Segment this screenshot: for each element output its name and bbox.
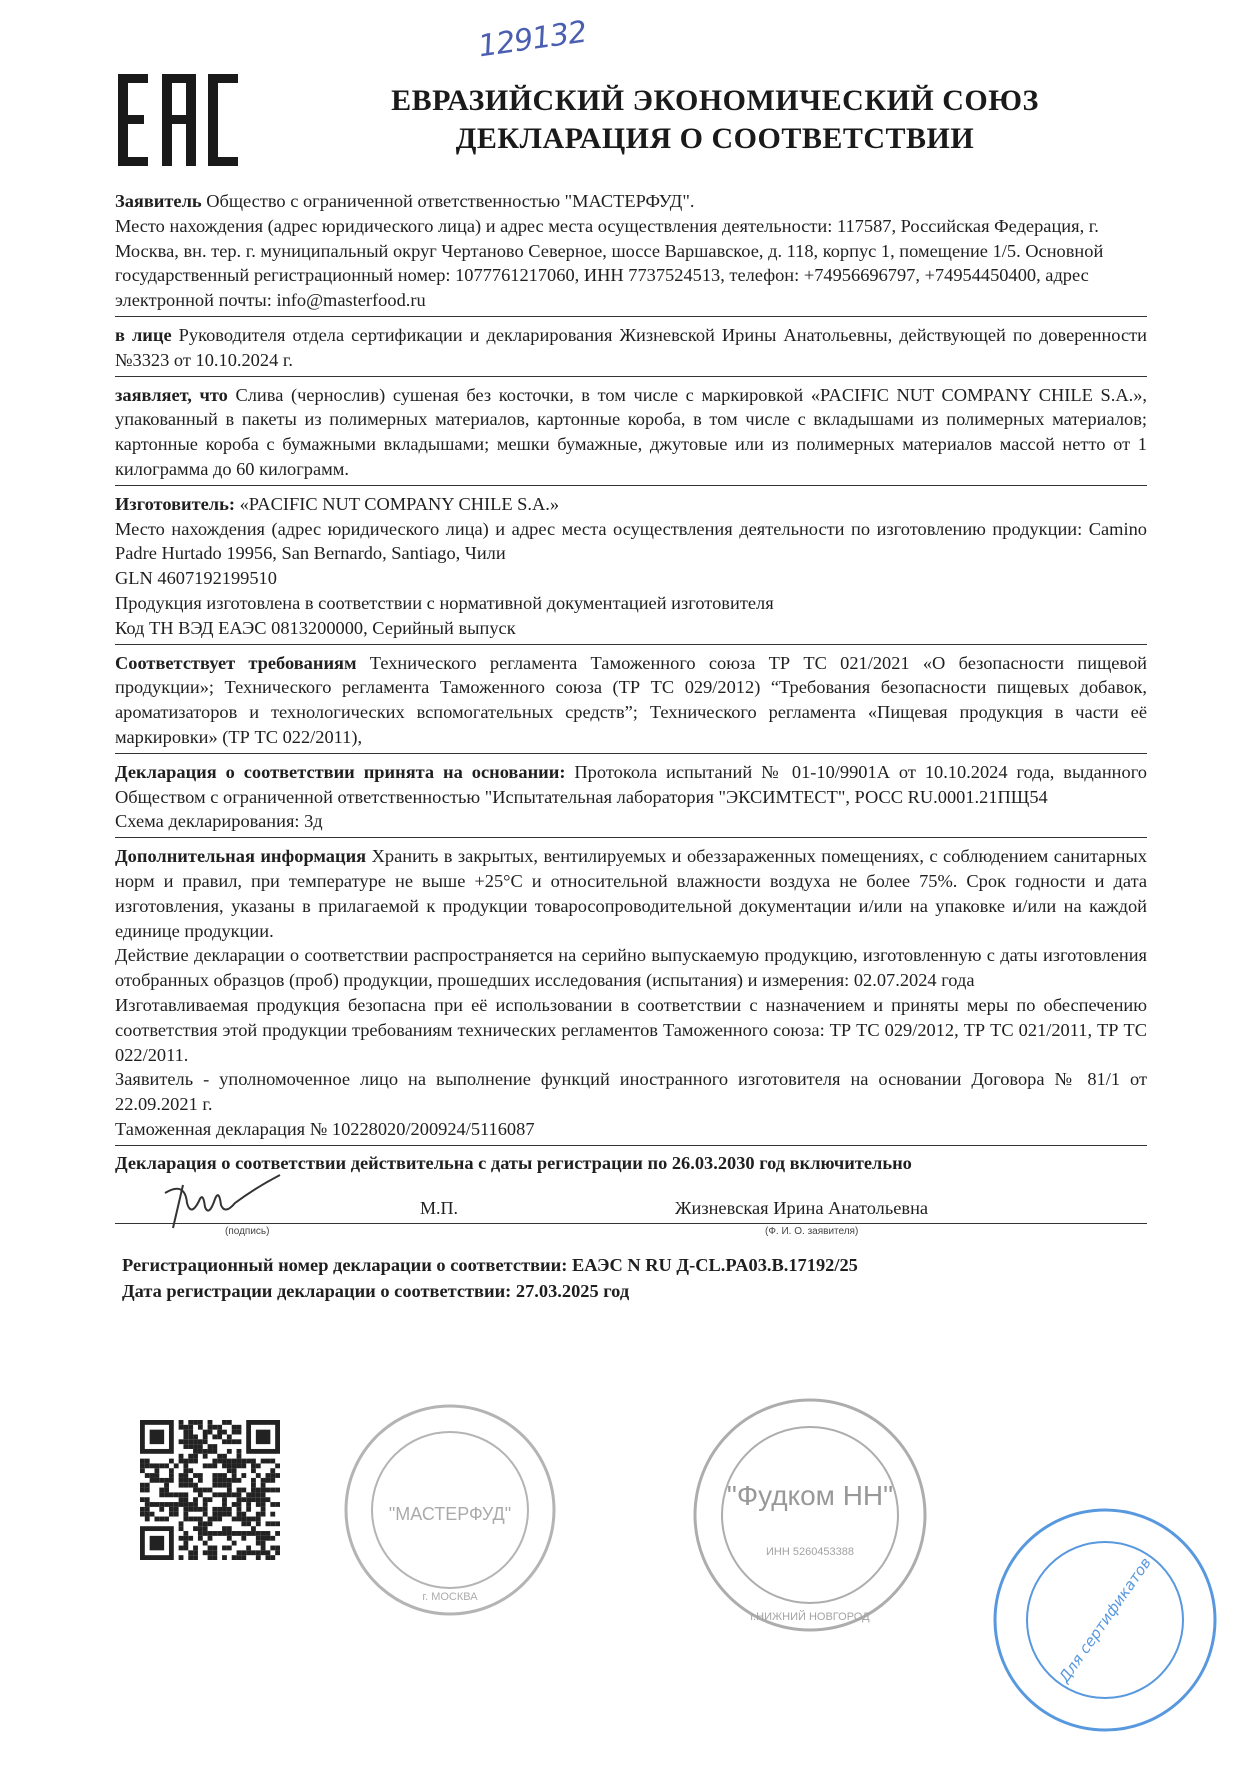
masterfood-stamp-text: "МАСТЕРФУД" bbox=[388, 1504, 512, 1524]
signatory-name: Жизневская Ирина Анатольевна bbox=[675, 1198, 929, 1219]
handwritten-number: 129132 bbox=[476, 14, 589, 65]
declaration-body bbox=[115, 188, 1147, 1304]
manufacturer-name: «PACIFIC NUT COMPANY CHILE S.A.» bbox=[234, 493, 560, 514]
registration-block bbox=[122, 1252, 1147, 1304]
conforms-label: Соответствует требованиям bbox=[115, 652, 357, 673]
masterfood-stamp bbox=[340, 1400, 560, 1620]
caption-row bbox=[115, 1224, 1147, 1240]
applicant-section bbox=[115, 188, 1147, 317]
customs-declaration: Таможенная декларация № 10228020/200924/5116087 bbox=[115, 1118, 535, 1139]
applicant-name: Общество с ограниченной ответственностью "МАСТЕРФУД". bbox=[201, 191, 695, 211]
declaration-scheme: Схема декларирования: 3д bbox=[115, 811, 323, 832]
fudkom-stamp bbox=[690, 1395, 930, 1635]
representative-label: в лице bbox=[115, 324, 172, 345]
storage-text: Хранить в закрытых, вентилируемых и обеззараженных помещениях, с соблюдением санитарных норм и правил, при температуре не выше +25°С и относительной влажности воздуха не более 75%. Срок годности и дата изготовления, указаны в прилагаемой к продукции товаросопроводительной документации и/или на упаковке и/или на каждой единице продукции. bbox=[115, 846, 1147, 941]
eac-logo bbox=[118, 74, 238, 166]
regulations-text: Технического регламента Таможенного союза ТР ТС 021/2021 «О безопасности пищевой продукции»; Технического регламента Таможенного союза (ТР ТС 029/2012) “Требования безопасности пищевых добавок, ароматизаторов и технологических вспомогательных средств”; Технического регламента «Пищевая продукция в части её маркировки» (ТР ТС 022/2011), bbox=[115, 652, 1147, 747]
manufacturer-address: Место нахождения (адрес юридического лица) и адрес места осуществления деятельности по изготовлению продукции: Camino Padre Hurtado 19956, San Bernardo, Santiago, Чили bbox=[115, 518, 1147, 564]
fudkom-stamp-text: "Фудком НН" bbox=[726, 1480, 894, 1511]
basis-text: Протокола испытаний № 01-10/9901А от 10.10.2024 года, выданного Обществом с ограниченной ответственностью "Испытательная лаборатория "ЭКСИМТЕСТ", РОСС RU.0001.21ПЩ54 bbox=[115, 761, 1148, 807]
additional-section bbox=[115, 843, 1147, 1146]
validity-text: Декларация о соответствии действительна с даты регистрации по 26.03.2030 год включительно bbox=[115, 1152, 912, 1173]
qr-code[interactable] bbox=[140, 1420, 280, 1560]
fudkom-stamp-city: г.НИЖНИЙ НОВГОРОД bbox=[750, 1611, 870, 1623]
gln: GLN 4607192199510 bbox=[115, 568, 277, 589]
document-title: ДЕКЛАРАЦИЯ О СООТВЕТСТВИИ bbox=[455, 122, 975, 155]
stamp-place-label: М.П. bbox=[420, 1198, 459, 1219]
representative-section bbox=[115, 322, 1147, 377]
signature-caption: (подпись) bbox=[225, 1226, 270, 1238]
conforms-section bbox=[115, 650, 1147, 754]
blue-stamp-text: Для сертификатов bbox=[1055, 1554, 1155, 1686]
representative-text: Руководителя отдела сертификации и декларирования Жизневской Ирины Анатольевны, действующей по доверенности №3323 от 10.10.2024 г. bbox=[115, 324, 1147, 370]
basis-section bbox=[115, 759, 1147, 838]
manufacturer-section bbox=[115, 491, 1147, 645]
authorized-text: Заявитель - уполномоченное лицо на выполнение функций иностранного изготовителя на основании Договора № 81/1 от 22.09.2021 г. bbox=[115, 1069, 1147, 1115]
applicant-label: Заявитель bbox=[115, 191, 202, 211]
declares-label: заявляет, что bbox=[115, 384, 228, 405]
additional-label: Дополнительная информация bbox=[115, 846, 367, 867]
declares-section bbox=[115, 382, 1147, 486]
applicant-address: Место нахождения (адрес юридического лица) и адрес места осуществления деятельности: 117587, Российская Федерация, г. Москва, вн. тер. г. муниципальный округ Чертаново Северное, шоссе Варшавское, д. 118, корпус 1, помещение 1/5. Основной государственный регистрационный номер: 1077761217060, ИНН 7737524513, телефон: +74956696797, +74954450400, адрес электронной почты: info@masterfood.ru bbox=[115, 215, 1104, 311]
fudkom-stamp-inn: ИНН 5260453388 bbox=[765, 1546, 855, 1558]
hs-code: Код ТН ВЭД ЕАЭС 0813200000, Серийный выпуск bbox=[115, 617, 516, 638]
safety-text: Изготавливаемая продукция безопасна при её использовании в соответствии с назначением и приняты меры по обеспечению соответствия этой продукции требованиям технических регламентов Таможенного союза: ТР ТС 029/2012, ТР ТС 021/2011, ТР ТС 022/2011. bbox=[115, 994, 1147, 1065]
registration-number: Регистрационный номер декларации о соответствии: ЕАЭС N RU Д-CL.PA03.B.17192/25 bbox=[122, 1255, 858, 1276]
basis-label: Декларация о соответствии принята на основании: bbox=[115, 761, 566, 782]
registration-date: Дата регистрации декларации о соответствии: 27.03.2025 год bbox=[122, 1281, 630, 1302]
manufacturer-label: Изготовитель: bbox=[115, 493, 235, 514]
production-docs: Продукция изготовлена в соответствии с нормативной документацией изготовителя bbox=[115, 592, 774, 613]
union-title: ЕВРАЗИЙСКИЙ ЭКОНОМИЧЕСКИЙ СОЮЗ bbox=[391, 84, 1039, 117]
product-description: Слива (чернослив) сушеная без косточки, в том числе с маркировкой «PACIFIC NUT COMPANY CHILE S.A.», упакованный в пакеты из полимерных материалов, картонные короба, в том числе с вкладышами из полимерных материалов; картонные короба с бумажными вкладышами; мешки бумажные, джутовые или из полимерных материалов массой нетто от 1 килограмма до 60 килограмм. bbox=[115, 384, 1147, 479]
signature-row bbox=[115, 1189, 1147, 1224]
name-caption: (Ф. И. О. заявителя) bbox=[765, 1226, 859, 1238]
scope-text: Действие декларации о соответствии распространяется на серийно выпускаемую продукцию, изготовленную с даты изготовления отобранных образцов (проб) продукции, прошедших исследования (испытания) и измерения: 02.07.2024 года bbox=[115, 945, 1147, 991]
blue-stamp bbox=[990, 1505, 1220, 1735]
masterfood-stamp-city: г. МОСКВА bbox=[422, 1591, 478, 1603]
